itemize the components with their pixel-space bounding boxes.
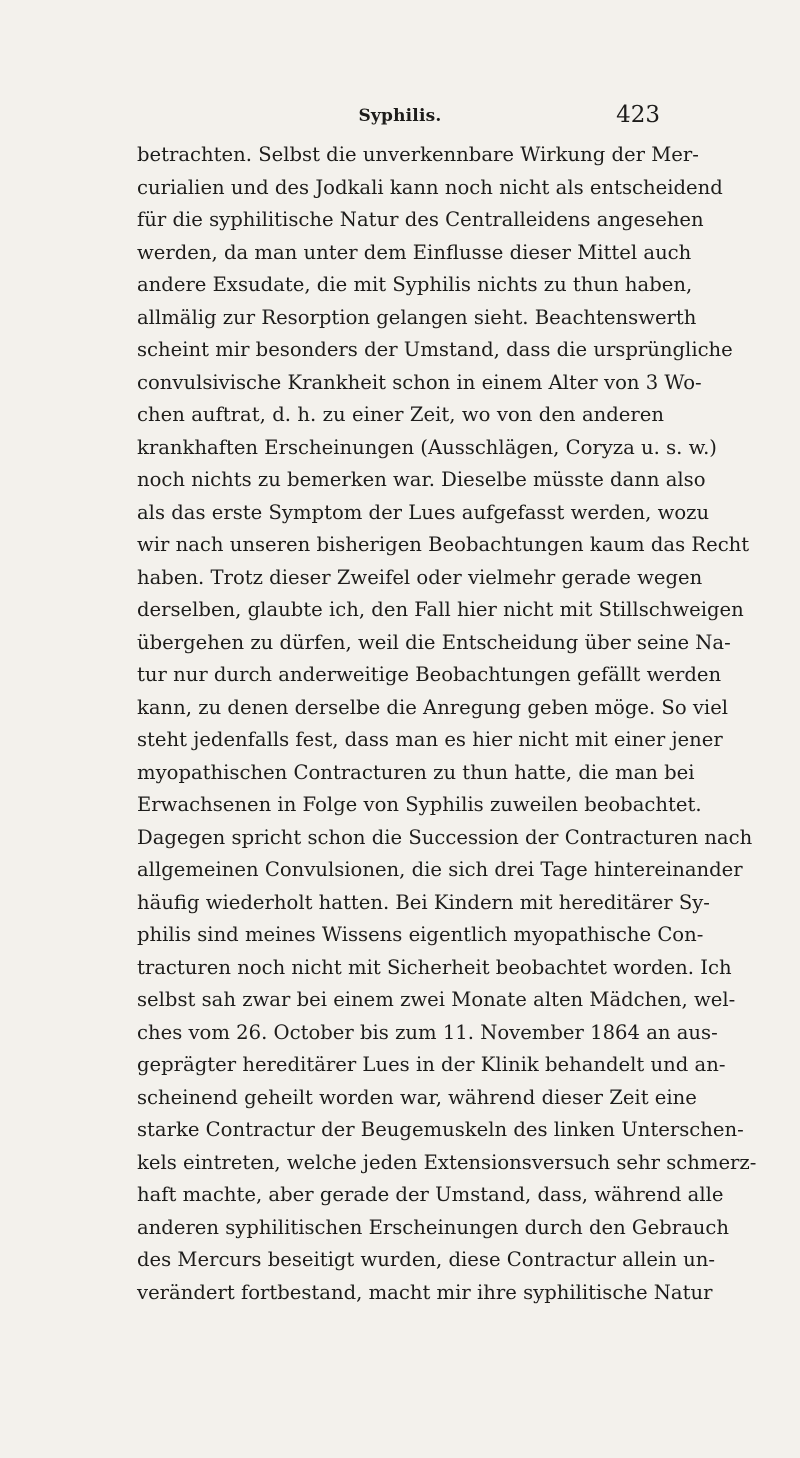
text-line: krankhaften Erscheinungen (Ausschlägen, Coryza u. s. w.) [137,435,717,459]
text-line: für die syphilitische Natur des Centralleidens angesehen [137,208,704,231]
text-line: scheint mir besonders der Umstand, dass die ursprüngliche [137,338,733,361]
text-line: ches vom 26. October bis zum 11. November 1864 an aus- [137,1020,718,1044]
text-line: starke Contractur der Beugemuskeln des linken Unterschen- [137,1118,744,1141]
text-line: Erwachsenen in Folge von Syphilis zuweilen beobachtet. [137,793,702,816]
text-line: tracturen noch nicht mit Sicherheit beobachtet worden. Ich [137,955,732,979]
text-line: haben. Trotz dieser Zweifel oder vielmehr gerade wegen [137,565,703,589]
text-line: kels eintreten, welche jeden Extensionsversuch sehr schmerz- [137,1150,757,1174]
text-line: verändert fortbestand, macht mir ihre syphilitische Natur [137,1280,713,1304]
text-line: kann, zu denen derselbe die Anregung geben möge. So viel [137,695,729,719]
text-line: andere Exsudate, die mit Syphilis nichts zu thun haben, [137,273,693,296]
text-line: noch nichts zu bemerken war. Dieselbe müsste dann also [137,468,706,491]
text-line: häufig wiederholt hatten. Bei Kindern mit hereditärer Sy- [137,890,710,914]
body-text [137,139,757,1309]
page-number: 423 [616,102,660,128]
text-line: wir nach unseren bisherigen Beobachtungen kaum das Recht [137,533,750,556]
text-line: selbst sah zwar bei einem zwei Monate alten Mädchen, wel- [137,988,736,1011]
text-line: philis sind meines Wissens eigentlich myopathische Con- [137,923,704,946]
text-line: des Mercurs beseitigt wurden, diese Contractur allein un- [137,1248,715,1271]
text-line: tur nur durch anderweitige Beobachtungen gefällt werden [137,663,722,686]
text-line: allmälig zur Resorption gelangen sieht. Beachtenswerth [137,305,697,329]
text-line: allgemeinen Convulsionen, die sich drei Tage hintereinander [137,858,743,881]
text-line: chen auftrat, d. h. zu einer Zeit, wo von den anderen [137,403,664,426]
text-line: derselben, glaubte ich, den Fall hier nicht mit Stillschweigen [137,598,744,621]
text-line: betrachten. Selbst die unverkennbare Wirkung der Mer- [137,143,699,166]
text-line: übergehen zu dürfen, weil die Entscheidung über seine Na- [137,630,731,654]
text-line: haft machte, aber gerade der Umstand, dass, während alle [137,1183,724,1206]
running-title: Syphilis. [358,106,442,126]
text-line: steht jedenfalls fest, dass man es hier nicht mit einer jener [137,728,723,751]
text-line: curialien und des Jodkali kann noch nicht als entscheidend [137,175,723,199]
text-line: convulsivische Krankheit schon in einem Alter von 3 Wo- [137,370,702,394]
text-line: als das erste Symptom der Lues aufgefasst werden, wozu [137,500,710,524]
text-line: scheinend geheilt worden war, während dieser Zeit eine [137,1085,697,1109]
text-line: anderen syphilitischen Erscheinungen durch den Gebrauch [137,1215,729,1239]
text-line: geprägter hereditärer Lues in der Klinik behandelt und an- [137,1053,726,1076]
text-line: myopathischen Contracturen zu thun hatte, die man bei [137,760,695,784]
text-line: Dagegen spricht schon die Succession der Contracturen nach [137,825,753,849]
text-line: werden, da man unter dem Einflusse dieser Mittel auch [137,240,692,264]
